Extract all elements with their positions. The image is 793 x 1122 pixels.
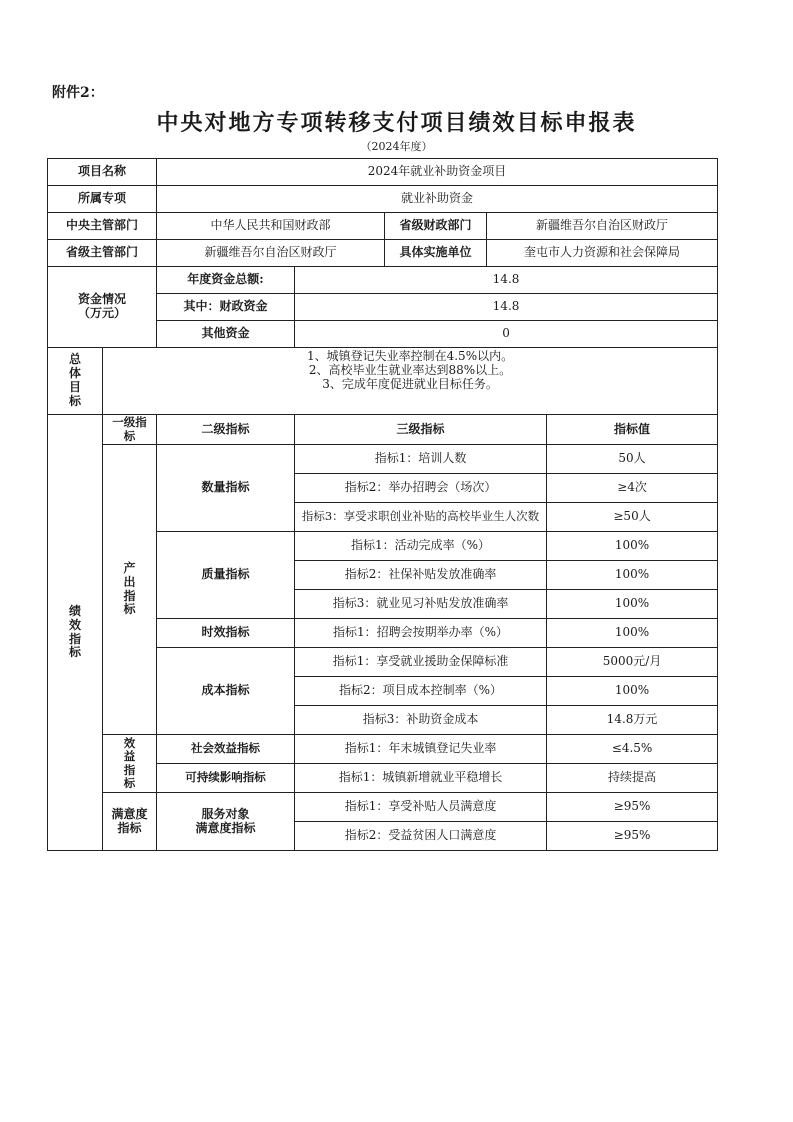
output-char: 出 — [123, 574, 136, 589]
header-level2: 二级指标 — [157, 415, 295, 445]
benefit-indicator-label — [103, 735, 157, 793]
project-category-row — [48, 186, 718, 213]
report-year: （2024年度） — [360, 140, 433, 153]
indicator-name: 指标1：城镇新增就业平稳增长 — [295, 764, 547, 793]
attachment-label: 附件2： — [52, 85, 104, 101]
benefit-char: 指 — [123, 762, 136, 777]
funds-fiscal-label: 其中：财政资金 — [157, 294, 295, 321]
overall-goals-row — [48, 348, 718, 415]
header-level3: 三级指标 — [295, 415, 547, 445]
funds-label-line2: （万元） — [78, 306, 127, 320]
indicator-row — [48, 793, 718, 822]
prov-finance-value: 新疆维吾尔自治区财政厅 — [487, 213, 718, 240]
funds-label-line1: 资金情况 — [78, 292, 127, 307]
performance-char: 指 — [68, 631, 81, 646]
indicator-name: 指标1：招聘会按期举办率（%） — [295, 619, 547, 648]
overall-goals-label — [48, 348, 103, 415]
goal-line-1: 1、城镇登记失业率控制在4.5%以内。 — [306, 349, 514, 363]
goals-char: 总 — [68, 352, 81, 367]
funds-total-label: 年度资金总额: — [157, 267, 295, 294]
output-indicator-label — [103, 445, 157, 735]
indicator-value: ≥50人 — [547, 503, 718, 532]
output-char: 产 — [123, 560, 136, 575]
prov-dept-value: 新疆维吾尔自治区财政厅 — [157, 240, 385, 267]
indicator-value: ≥95% — [547, 793, 718, 822]
satisfaction-indicator-label: 满意度指标 — [103, 793, 157, 851]
page-title: 中央对地方专项转移支付项目绩效目标申报表 — [156, 110, 637, 136]
indicator-value: 100% — [547, 677, 718, 706]
performance-char: 标 — [68, 645, 81, 660]
timeliness-indicator-label: 时效指标 — [157, 619, 295, 648]
indicator-value: 持续提高 — [547, 764, 718, 793]
benefit-char: 标 — [123, 775, 136, 790]
project-name-label: 项目名称 — [48, 159, 157, 186]
central-dept-value: 中华人民共和国财政部 — [157, 213, 385, 240]
indicator-value: ≤4.5% — [547, 735, 718, 764]
indicator-name: 指标2：举办招聘会（场次） — [295, 474, 547, 503]
indicator-value: 5000元/月 — [547, 648, 718, 677]
prov-dept-row — [48, 240, 718, 267]
central-dept-row — [48, 213, 718, 240]
project-name-row — [48, 159, 718, 186]
funds-other-label: 其他资金 — [157, 321, 295, 348]
goal-line-3: 3、完成年度促进就业目标任务。 — [322, 376, 498, 391]
output-char: 标 — [123, 602, 136, 617]
indicator-value: 14.8万元 — [547, 706, 718, 735]
indicator-value: 100% — [547, 590, 718, 619]
funds-total-value: 14.8 — [295, 267, 718, 294]
indicator-name: 指标2：受益贫困人口满意度 — [295, 822, 547, 851]
prov-dept-label: 省级主管部门 — [48, 240, 157, 267]
header-value: 指标值 — [547, 415, 718, 445]
impl-unit-label: 具体实施单位 — [385, 240, 487, 267]
performance-header-row — [48, 415, 718, 445]
goal-line-2: 2、高校毕业生就业率达到88%以上。 — [308, 362, 512, 377]
goals-char: 目 — [68, 380, 81, 394]
indicator-value: 100% — [547, 619, 718, 648]
sustainable-impact-label: 可持续影响指标 — [157, 764, 295, 793]
cost-indicator-label: 成本指标 — [157, 648, 295, 735]
indicator-name: 指标3：就业见习补贴发放准确率 — [295, 590, 547, 619]
benefit-char: 益 — [123, 749, 136, 764]
indicator-name: 指标1：活动完成率（%） — [295, 532, 547, 561]
project-name-value: 2024年就业补助资金项目 — [157, 159, 718, 186]
indicator-value: ≥4次 — [547, 474, 718, 503]
indicator-name: 指标1：年末城镇登记失业率 — [295, 735, 547, 764]
benefit-char: 效 — [123, 736, 136, 751]
funds-total-row — [48, 267, 718, 294]
funds-other-value: 0 — [295, 321, 718, 348]
indicator-name: 指标1：培训人数 — [295, 445, 547, 474]
goals-char: 标 — [68, 393, 81, 408]
goals-char: 体 — [68, 366, 81, 381]
indicator-name: 指标2：社保补贴发放准确率 — [295, 561, 547, 590]
indicator-row — [48, 735, 718, 764]
project-category-value: 就业补助资金 — [157, 186, 718, 213]
indicator-name: 指标3：享受求职创业补贴的高校毕业生人次数 — [295, 503, 547, 532]
header-level1: 一级指标 — [103, 415, 157, 445]
indicator-name: 指标1：享受就业援助金保障标准 — [295, 648, 547, 677]
service-satisfaction-label — [157, 793, 295, 851]
performance-char: 绩 — [68, 603, 81, 618]
quality-indicator-label: 质量指标 — [157, 532, 295, 619]
output-char: 指 — [123, 588, 136, 603]
indicator-name: 指标2：项目成本控制率（%） — [295, 677, 547, 706]
project-category-label: 所属专项 — [48, 186, 157, 213]
performance-label — [48, 415, 103, 851]
funds-label — [48, 267, 157, 348]
service-label-line2: 满意度指标 — [195, 820, 256, 835]
indicator-value: 100% — [547, 561, 718, 590]
funds-fiscal-value: 14.8 — [295, 294, 718, 321]
social-benefit-label: 社会效益指标 — [157, 735, 295, 764]
performance-char: 效 — [68, 617, 81, 632]
indicator-value: 100% — [547, 532, 718, 561]
impl-unit-value: 奎屯市人力资源和社会保障局 — [487, 240, 718, 267]
indicator-value: 50人 — [547, 445, 718, 474]
quantity-indicator-label: 数量指标 — [157, 445, 295, 532]
central-dept-label: 中央主管部门 — [48, 213, 157, 240]
overall-goals-text — [103, 348, 718, 415]
service-label-line1: 服务对象 — [201, 806, 250, 821]
indicator-row — [48, 445, 718, 474]
indicator-name: 指标3：补助资金成本 — [295, 706, 547, 735]
indicator-value: ≥95% — [547, 822, 718, 851]
performance-target-table — [47, 158, 718, 851]
indicator-name: 指标1：享受补贴人员满意度 — [295, 793, 547, 822]
prov-finance-label: 省级财政部门 — [385, 213, 487, 240]
